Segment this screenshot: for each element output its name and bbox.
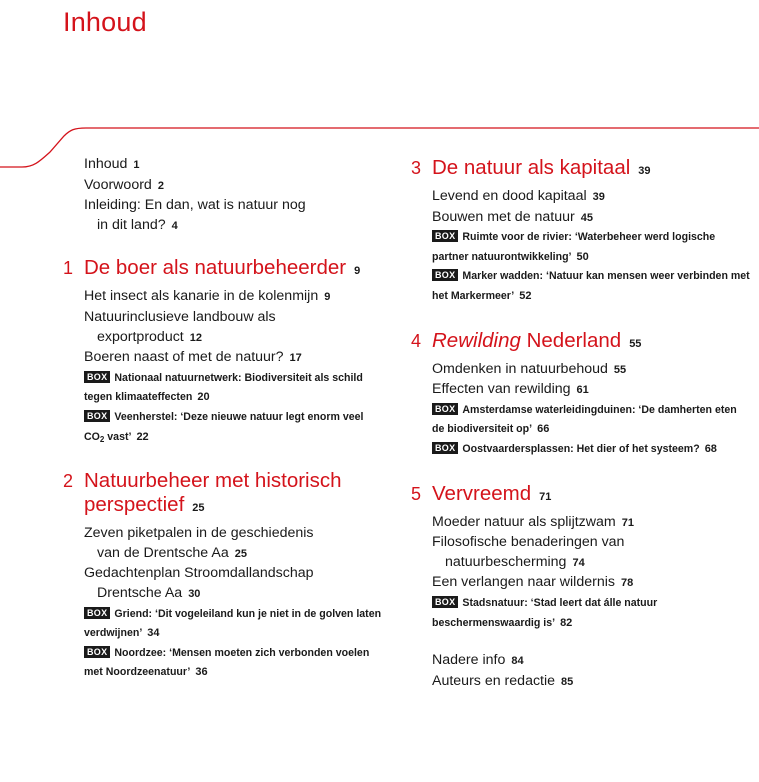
page-number: 52 (519, 289, 532, 302)
box-tag: BOX (84, 371, 110, 383)
page-title: Inhoud (63, 7, 147, 37)
toc-entry-label-continued: natuurbescherming (445, 553, 567, 570)
page-number: 30 (188, 587, 201, 600)
chapter-2-heading[interactable] (63, 469, 383, 520)
box-entry-label: Oostvaardersplassen: Het dier of het systeem? (462, 442, 700, 455)
toc-entry[interactable] (411, 380, 751, 401)
page-number: 61 (576, 384, 589, 397)
chapter-number: 5 (411, 483, 422, 504)
page-number: 34 (147, 627, 160, 640)
box-entry[interactable] (63, 605, 383, 644)
box-entry-label: Ruimte voor de rivier: ‘Waterbeheer werd logische partner natuurontwikkeling’ (432, 231, 716, 263)
chapter-5-heading[interactable] (411, 482, 751, 509)
toc-entry-nadere-info[interactable] (411, 651, 751, 672)
chapter-3-heading[interactable] (411, 156, 751, 183)
toc-entry[interactable] (411, 187, 751, 208)
page-number: 45 (580, 211, 594, 224)
toc-entry[interactable] (63, 524, 383, 564)
box-entry[interactable] (411, 440, 751, 460)
toc-entry-label: Bouwen met de natuur (432, 208, 575, 225)
toc-entry-auteurs[interactable] (411, 672, 751, 693)
box-entry[interactable] (63, 644, 383, 683)
box-tag: BOX (432, 442, 458, 454)
page-number: 9 (324, 291, 331, 304)
box-entry-label: Veenherstel: ‘Deze nieuwe natuur legt enorm veel CO (84, 410, 364, 443)
page-number: 25 (234, 547, 247, 560)
box-entry-label: Nationaal natuurnetwerk: Biodiversiteit als schild tegen klimaateffecten (84, 371, 363, 404)
box-entry-label: Marker wadden: ‘Natuur kan mensen weer verbinden met het Markermeer’ (432, 270, 750, 302)
chapter-title: De boer als natuurbeheerder (84, 256, 347, 280)
toc-entry-label: Boeren naast of met de natuur? (84, 349, 284, 366)
toc-entry-label: Voorwoord (84, 176, 152, 193)
page-number: 39 (592, 191, 605, 203)
box-tag: BOX (432, 230, 458, 242)
toc-entry[interactable] (63, 308, 383, 348)
chapter-number: 1 (63, 258, 74, 279)
toc-entry-label-continued: van de Drentsche Aa (97, 544, 229, 561)
box-entry[interactable] (411, 228, 751, 267)
toc-right-column (411, 156, 751, 692)
toc-entry-label: Effecten van rewilding (432, 381, 571, 398)
box-entry-label: Stadsnatuur: ‘Stad leert dat álle natuur beschermenswaardig is’ (432, 596, 658, 629)
box-entry[interactable] (63, 408, 383, 449)
toc-entry-inleiding[interactable] (63, 196, 383, 236)
page-number: 22 (136, 430, 149, 443)
toc-entry[interactable] (411, 208, 751, 229)
toc-entry-label: Levend en dood kapitaal (432, 188, 587, 204)
chapter-title: De natuur als kapitaal (432, 156, 631, 179)
toc-entry-label: Inhoud (84, 156, 128, 172)
box-tag: BOX (84, 646, 110, 658)
page-number: 1 (133, 159, 140, 171)
chapter-title: Vervreemd (432, 481, 532, 505)
toc-entry-inhoud[interactable] (63, 155, 383, 176)
page-number: 50 (576, 250, 589, 263)
box-entry[interactable] (411, 594, 751, 633)
page-number: 55 (629, 337, 642, 350)
page-number: 20 (197, 391, 210, 404)
page-number: 36 (195, 666, 208, 679)
toc-entry[interactable] (411, 360, 751, 381)
box-tag: BOX (432, 403, 458, 415)
page-number: 74 (572, 556, 585, 569)
box-entry-label: Griend: ‘Dit vogeleiland kun je niet in de golven laten verdwijnen’ (84, 607, 382, 640)
page-number: 78 (620, 577, 634, 590)
box-entry[interactable] (411, 401, 751, 440)
toc-entry-label: Zeven piketpalen in de geschiedenis (84, 525, 314, 542)
box-tag: BOX (432, 269, 458, 281)
chapter-4-heading[interactable] (411, 329, 751, 356)
toc-entry-label: Omdenken in natuurbehoud (432, 360, 608, 377)
chapter-1-heading[interactable] (63, 256, 383, 283)
toc-entry[interactable] (411, 513, 751, 534)
box-entry[interactable] (63, 369, 383, 408)
toc-entry[interactable] (411, 533, 751, 573)
page-number: 85 (561, 675, 574, 688)
page-number: 25 (192, 502, 205, 515)
toc-entry[interactable] (63, 348, 383, 369)
toc-entry-label: Nadere info (432, 652, 506, 669)
page-number: 9 (354, 265, 361, 278)
toc-entry-label: Auteurs en redactie (432, 672, 556, 689)
toc-entry-label: Filosofische benaderingen van (432, 534, 625, 551)
page-number: 68 (704, 442, 717, 455)
page-number: 84 (511, 655, 524, 668)
toc-entry-label: Natuurinclusieve landbouw als (84, 308, 276, 325)
box-tag: BOX (84, 607, 110, 619)
toc-entry[interactable] (63, 564, 383, 604)
chapter-number: 4 (411, 330, 422, 351)
chapter-title: Natuurbeheer met historisch perspectief (84, 469, 342, 517)
box-tag: BOX (432, 596, 458, 608)
chapter-number: 2 (63, 471, 74, 492)
box-entry[interactable] (411, 267, 751, 306)
toc-entry-label: Een verlangen naar wildernis (432, 574, 615, 591)
page-number: 39 (638, 165, 651, 177)
toc-entry-label-continued: in dit land? (97, 216, 166, 233)
toc-entry-voorwoord[interactable] (63, 176, 383, 197)
page-number: 17 (289, 352, 302, 365)
toc-entry-label: Moeder natuur als splijtzwam (432, 513, 616, 530)
page-number: 12 (189, 331, 203, 344)
toc-entry-label-continued: Drentsche Aa (97, 584, 183, 601)
chapter-number: 3 (411, 158, 422, 178)
chapter-title: Nederland (520, 328, 622, 352)
page-number: 55 (613, 363, 627, 376)
toc-entry-label: Het insect als kanarie in de kolenmijn (84, 288, 319, 305)
toc-left-column (63, 155, 383, 683)
box-entry-label: Noordzee: ‘Mensen moeten zich verbonden voelen met Noordzeenatuur’ (84, 646, 370, 679)
chapter-title-italic: Rewilding (432, 328, 521, 352)
page-number: 71 (621, 516, 634, 529)
page-number: 2 (157, 179, 164, 192)
toc-entry[interactable] (411, 573, 751, 594)
box-tag: BOX (84, 410, 110, 422)
page-number: 66 (537, 423, 550, 436)
page-number: 4 (171, 219, 178, 232)
toc-entry-label: Gedachtenplan Stroomdallandschap (84, 565, 314, 582)
box-entry-label-after: vast’ (104, 430, 132, 443)
toc-entry[interactable] (63, 287, 383, 308)
page-number: 71 (539, 490, 552, 503)
box-entry-label: Amsterdamse waterleidingduinen: ‘De damherten eten de biodiversiteit op’ (432, 403, 737, 436)
page-number: 82 (560, 616, 573, 629)
subscript: 2 (99, 434, 105, 444)
toc-entry-label: Inleiding: En dan, wat is natuur nog (84, 197, 306, 214)
toc-entry-label-continued: exportproduct (97, 328, 184, 345)
